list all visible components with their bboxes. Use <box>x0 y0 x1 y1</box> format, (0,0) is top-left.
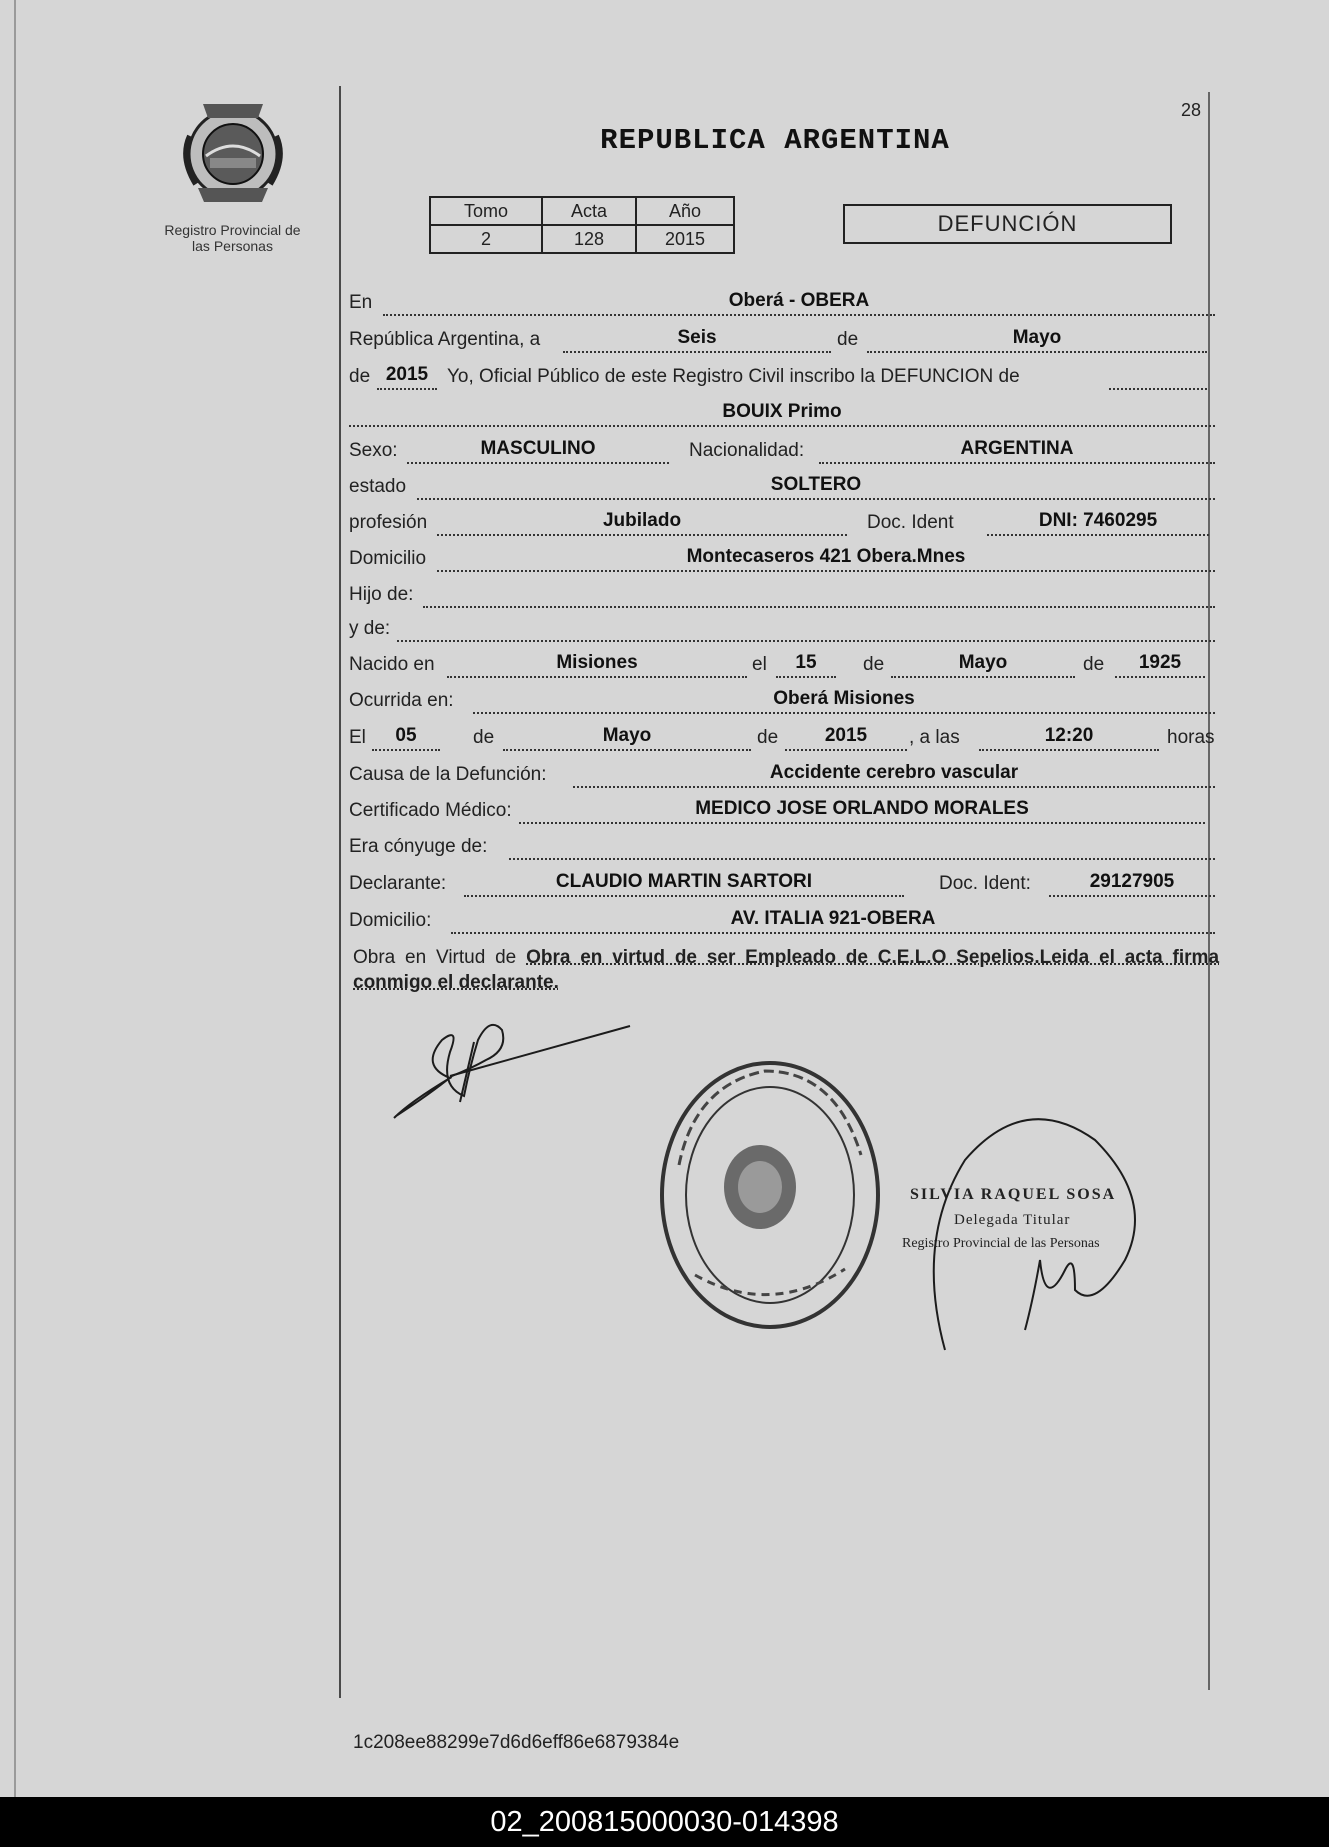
declarante-doc-label: Doc. Ident: <box>939 873 1031 894</box>
y-de-label: y de: <box>349 618 391 639</box>
obra-value: Obra en virtud de ser Empleado de C.E.L.O Sepelios.Leida el acta firma conmigo el declarante. <box>353 947 1220 993</box>
acta-header: Acta <box>542 197 636 225</box>
document-hash: 1c208ee88299e7d6d6eff86e6879384e <box>353 1732 680 1753</box>
birth-month-field: Mayo <box>891 652 1075 678</box>
line-profesion <box>349 508 1216 538</box>
line-declarante <box>349 869 1216 899</box>
doc-ident-label: Doc. Ident <box>867 512 954 533</box>
line-death-date <box>349 723 1216 753</box>
doc-ident-field: DNI: 7460295 <box>987 510 1209 536</box>
el2-label: El <box>349 727 366 748</box>
line-hijo <box>349 580 1216 610</box>
line-statement <box>349 362 1216 392</box>
line-certificado <box>349 796 1216 826</box>
deceased-name-field: BOUIX Primo <box>349 401 1215 427</box>
estado-label: estado <box>349 476 407 497</box>
line-declarante-domicilio <box>349 906 1216 936</box>
birth-de-label: de <box>863 654 885 675</box>
birth-day-field: 15 <box>776 652 836 678</box>
record-type-box: DEFUNCIÓN <box>843 204 1172 244</box>
declarante-field: CLAUDIO MARTIN SARTORI <box>464 871 904 897</box>
profesion-field: Jubilado <box>437 510 847 536</box>
month-field: Mayo <box>867 327 1207 353</box>
nacido-en-label: Nacido en <box>349 654 435 675</box>
nacido-en-field: Misiones <box>447 652 747 678</box>
line-nacido <box>349 650 1216 680</box>
death-month-field: Mayo <box>503 725 751 751</box>
domicilio-field: Montecaseros 421 Obera.Mnes <box>437 546 1215 572</box>
estado-field: SOLTERO <box>417 474 1215 500</box>
y-de-field <box>397 616 1215 642</box>
line-y-de <box>349 614 1216 644</box>
tomo-value: 2 <box>430 225 542 253</box>
hijo-field <box>423 582 1215 608</box>
sexo-label: Sexo: <box>349 440 398 461</box>
registry-seal <box>655 1055 885 1335</box>
declarante-doc-field: 29127905 <box>1049 871 1215 897</box>
left-margin-rule <box>339 86 341 1698</box>
document-title: REPUBLICA ARGENTINA <box>600 124 950 157</box>
death-de2-label: de <box>757 727 779 748</box>
line-date <box>349 325 1216 355</box>
page-fold <box>14 0 16 1797</box>
death-year-field: 2015 <box>785 725 907 751</box>
ocurrida-label: Ocurrida en: <box>349 690 454 711</box>
registry-name-line1: Registro Provincial de <box>164 222 301 238</box>
hijo-label: Hijo de: <box>349 584 414 605</box>
republica-label: República Argentina, a <box>349 329 541 350</box>
official-signature <box>925 1100 1155 1360</box>
statement-text: Yo, Oficial Público de este Registro Civil inscribo la DEFUNCION de <box>447 366 1020 387</box>
official-org: Registro Provincial de las Personas <box>902 1236 1100 1251</box>
el-label: el <box>752 654 767 675</box>
domicilio-label: Domicilio <box>349 548 427 569</box>
anio-value: 2015 <box>636 225 734 253</box>
declarante-domicilio-label: Domicilio: <box>349 910 432 931</box>
official-role: Delegada Titular <box>954 1212 1071 1228</box>
obra-paragraph <box>353 945 1219 995</box>
conyuge-label: Era cónyuge de: <box>349 836 488 857</box>
death-time-field: 12:20 <box>979 725 1159 751</box>
acta-value: 128 <box>542 225 636 253</box>
day-field: Seis <box>563 327 831 353</box>
profesion-label: profesión <box>349 512 428 533</box>
birth-year-field: 1925 <box>1115 652 1205 678</box>
registry-name-line2: las Personas <box>192 238 273 254</box>
obra-label: Obra en Virtud de <box>353 947 517 968</box>
official-name: SILVIA RAQUEL SOSA <box>910 1186 1117 1203</box>
death-de-label: de <box>473 727 495 748</box>
en-field: Oberá - OBERA <box>383 290 1215 316</box>
death-day-field: 05 <box>372 725 440 751</box>
line-causa <box>349 760 1216 790</box>
province-coat-of-arms-icon <box>178 96 288 206</box>
causa-field: Accidente cerebro vascular <box>573 762 1215 788</box>
statement-continuation <box>1109 364 1207 390</box>
ocurrida-field: Oberá Misiones <box>473 688 1215 714</box>
birth-de2-label: de <box>1083 654 1105 675</box>
certificado-label: Certificado Médico: <box>349 800 512 821</box>
line-en <box>349 288 1216 318</box>
de-label: de <box>837 329 859 350</box>
declarante-label: Declarante: <box>349 873 447 894</box>
certificado-field: MEDICO JOSE ORLANDO MORALES <box>519 798 1205 824</box>
page-number: 28 <box>1181 100 1202 120</box>
a-las-label: , a las <box>909 727 960 748</box>
declarante-domicilio-field: AV. ITALIA 921-OBERA <box>451 908 1215 934</box>
line-name <box>349 399 1216 429</box>
anio-header: Año <box>636 197 734 225</box>
de2-label: de <box>349 366 371 387</box>
horas-label: horas <box>1167 727 1215 748</box>
nacionalidad-label: Nacionalidad: <box>689 440 805 461</box>
line-domicilio <box>349 544 1216 574</box>
registry-name <box>150 222 315 254</box>
line-conyuge <box>349 832 1216 862</box>
line-ocurrida <box>349 686 1216 716</box>
declarant-signature <box>390 1006 640 1126</box>
line-estado <box>349 472 1216 502</box>
sexo-field: MASCULINO <box>407 438 669 464</box>
causa-label: Causa de la Defunción: <box>349 764 547 785</box>
en-label: En <box>349 292 373 313</box>
year-field: 2015 <box>377 364 437 390</box>
conyuge-field <box>509 834 1215 860</box>
register-table <box>429 196 735 254</box>
line-sexo <box>349 436 1216 466</box>
tomo-header: Tomo <box>430 197 542 225</box>
nacionalidad-field: ARGENTINA <box>819 438 1215 464</box>
scan-id-footer: 02_200815000030-014398 <box>0 1797 1329 1847</box>
